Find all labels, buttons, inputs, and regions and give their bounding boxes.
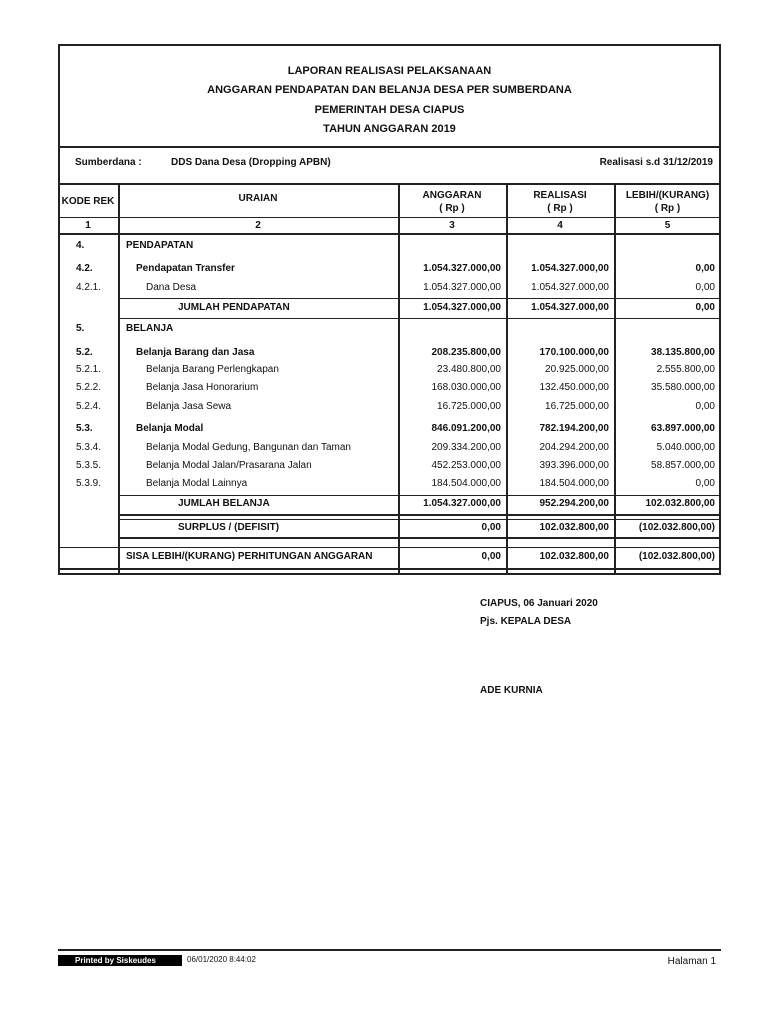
signature-position: Pjs. KEPALA DESA: [480, 616, 572, 627]
realisasi-cell: 393.396.000,00: [539, 460, 609, 471]
anggaran-cell: 1.054.327.000,00: [423, 263, 501, 274]
lebih-cell: 0,00: [695, 263, 715, 274]
uraian-cell: Belanja Barang dan Jasa: [136, 347, 255, 358]
table-row: [58, 478, 721, 494]
anggaran-cell: 1.054.327.000,00: [423, 302, 501, 313]
uraian-cell: Belanja Jasa Honorarium: [146, 382, 259, 393]
col-num-3: 3: [449, 220, 455, 231]
realisasi-cell: 170.100.000,00: [539, 347, 609, 358]
realisasi-date: Realisasi s.d 31/12/2019: [599, 157, 713, 168]
lebih-cell: 35.580.000,00: [651, 382, 715, 393]
realisasi-cell: 132.450.000,00: [539, 382, 609, 393]
kode-cell: 5.3.4.: [76, 442, 102, 453]
col-realisasi-unit: ( Rp ): [547, 203, 573, 214]
lebih-cell: 0,00: [695, 478, 715, 489]
anggaran-cell: 1.054.327.000,00: [423, 282, 501, 293]
realisasi-cell: 1.054.327.000,00: [531, 302, 609, 313]
uraian-cell: SURPLUS / (DEFISIT): [178, 522, 280, 533]
kode-cell: 5.2.2.: [76, 382, 102, 393]
uraian-cell: PENDAPATAN: [126, 240, 194, 251]
anggaran-cell: 1.054.327.000,00: [423, 498, 501, 509]
uraian-cell: JUMLAH PENDAPATAN: [178, 302, 290, 313]
realisasi-cell: 16.725.000,00: [545, 401, 609, 412]
uraian-cell: Belanja Modal Jalan/Prasarana Jalan: [146, 460, 312, 471]
col-anggaran: ANGGARAN: [422, 190, 482, 201]
lebih-cell: 0,00: [695, 401, 715, 412]
table-row: [58, 347, 721, 363]
realisasi-cell: 204.294.200,00: [539, 442, 609, 453]
realisasi-cell: 102.032.800,00: [539, 551, 609, 562]
realisasi-cell: 952.294.200,00: [539, 498, 609, 509]
uraian-cell: JUMLAH BELANJA: [178, 498, 270, 509]
uraian-cell: SISA LEBIH/(KURANG) PERHITUNGAN ANGGARAN: [126, 551, 373, 562]
lebih-cell: 38.135.800,00: [651, 347, 715, 358]
kode-cell: 5.3.: [76, 423, 93, 434]
uraian-cell: Belanja Modal: [136, 423, 204, 434]
col-num-5: 5: [664, 220, 671, 231]
report-title-4: TAHUN ANGGARAN 2019: [323, 123, 456, 135]
kode-cell: 4.2.1.: [76, 282, 102, 293]
kode-cell: 5.: [76, 323, 85, 334]
table-row: [58, 423, 721, 439]
anggaran-cell: 168.030.000,00: [431, 382, 501, 393]
col-num-4: 4: [557, 220, 563, 231]
kode-cell: 4.: [76, 240, 85, 251]
table-row: [58, 282, 721, 298]
table-row: [58, 323, 721, 339]
print-timestamp: 06/01/2020 8:44:02: [187, 955, 256, 964]
lebih-cell: 5.040.000,00: [656, 442, 715, 453]
table-row: [58, 382, 721, 398]
table-row: [58, 522, 721, 538]
table-row: [58, 442, 721, 458]
col-num-1: 1: [85, 220, 91, 231]
uraian-cell: BELANJA: [126, 323, 174, 334]
lebih-cell: 0,00: [695, 302, 715, 313]
table-row: [58, 240, 721, 256]
lebih-cell: 102.032.800,00: [645, 498, 715, 509]
kode-cell: 5.3.9.: [76, 478, 102, 489]
kode-cell: 5.2.: [76, 347, 93, 358]
lebih-cell: 58.857.000,00: [651, 460, 715, 471]
realisasi-cell: 20.925.000,00: [545, 364, 609, 375]
report-title-3: PEMERINTAH DESA CIAPUS: [314, 104, 465, 116]
anggaran-cell: 0,00: [481, 551, 501, 562]
col-kode: KODE REK: [61, 196, 115, 207]
lebih-cell: 63.897.000,00: [651, 423, 715, 434]
table-row: [58, 498, 721, 514]
anggaran-cell: 16.725.000,00: [437, 401, 501, 412]
anggaran-cell: 184.504.000,00: [431, 478, 501, 489]
anggaran-cell: 452.253.000,00: [431, 460, 501, 471]
lebih-cell: (102.032.800,00): [638, 522, 715, 533]
report-title-2: ANGGARAN PENDAPATAN DAN BELANJA DESA PER SUMBERDANA: [207, 84, 572, 96]
uraian-cell: Belanja Barang Perlengkapan: [146, 364, 279, 375]
realisasi-cell: 102.032.800,00: [539, 522, 609, 533]
col-uraian: URAIAN: [238, 193, 278, 204]
col-anggaran-unit: ( Rp ): [439, 203, 465, 214]
signature-name: ADE KURNIA: [480, 685, 543, 696]
anggaran-cell: 208.235.800,00: [431, 347, 501, 358]
table-row: [58, 551, 721, 567]
uraian-cell: Belanja Modal Gedung, Bangunan dan Taman: [146, 442, 351, 453]
signature-place-date: CIAPUS, 06 Januari 2020: [480, 598, 598, 609]
table-row: [58, 364, 721, 380]
table-row: [58, 401, 721, 417]
col-num-2: 2: [255, 220, 261, 231]
table-row: [58, 460, 721, 476]
realisasi-cell: 782.194.200,00: [539, 423, 609, 434]
uraian-cell: Dana Desa: [146, 282, 197, 293]
sumberdana-value: DDS Dana Desa (Dropping APBN): [171, 157, 331, 168]
realisasi-cell: 184.504.000,00: [539, 478, 609, 489]
sumberdana-label: Sumberdana :: [75, 157, 142, 168]
kode-cell: 5.2.4.: [76, 401, 102, 412]
realisasi-cell: 1.054.327.000,00: [531, 263, 609, 274]
table-row: [58, 302, 721, 318]
uraian-cell: Belanja Jasa Sewa: [146, 401, 232, 412]
page-number: Halaman 1: [667, 956, 716, 967]
anggaran-cell: 23.480.800,00: [437, 364, 501, 375]
lebih-cell: 0,00: [695, 282, 715, 293]
anggaran-cell: 0,00: [481, 522, 501, 533]
kode-cell: 4.2.: [76, 263, 93, 274]
table-row: [58, 263, 721, 279]
uraian-cell: Pendapatan Transfer: [136, 263, 235, 274]
uraian-cell: Belanja Modal Lainnya: [146, 478, 248, 489]
col-lebih: LEBIH/(KURANG): [625, 190, 710, 201]
realisasi-cell: 1.054.327.000,00: [531, 282, 609, 293]
kode-cell: 5.3.5.: [76, 460, 102, 471]
col-lebih-unit: ( Rp ): [654, 203, 681, 214]
lebih-cell: (102.032.800,00): [638, 551, 715, 562]
printed-by-badge: Printed by Siskeudes: [58, 955, 182, 966]
col-realisasi: REALISASI: [533, 190, 587, 201]
lebih-cell: 2.555.800,00: [656, 364, 715, 375]
report-title-1: LAPORAN REALISASI PELAKSANAAN: [287, 65, 492, 77]
anggaran-cell: 846.091.200,00: [431, 423, 501, 434]
anggaran-cell: 209.334.200,00: [431, 442, 501, 453]
kode-cell: 5.2.1.: [76, 364, 102, 375]
